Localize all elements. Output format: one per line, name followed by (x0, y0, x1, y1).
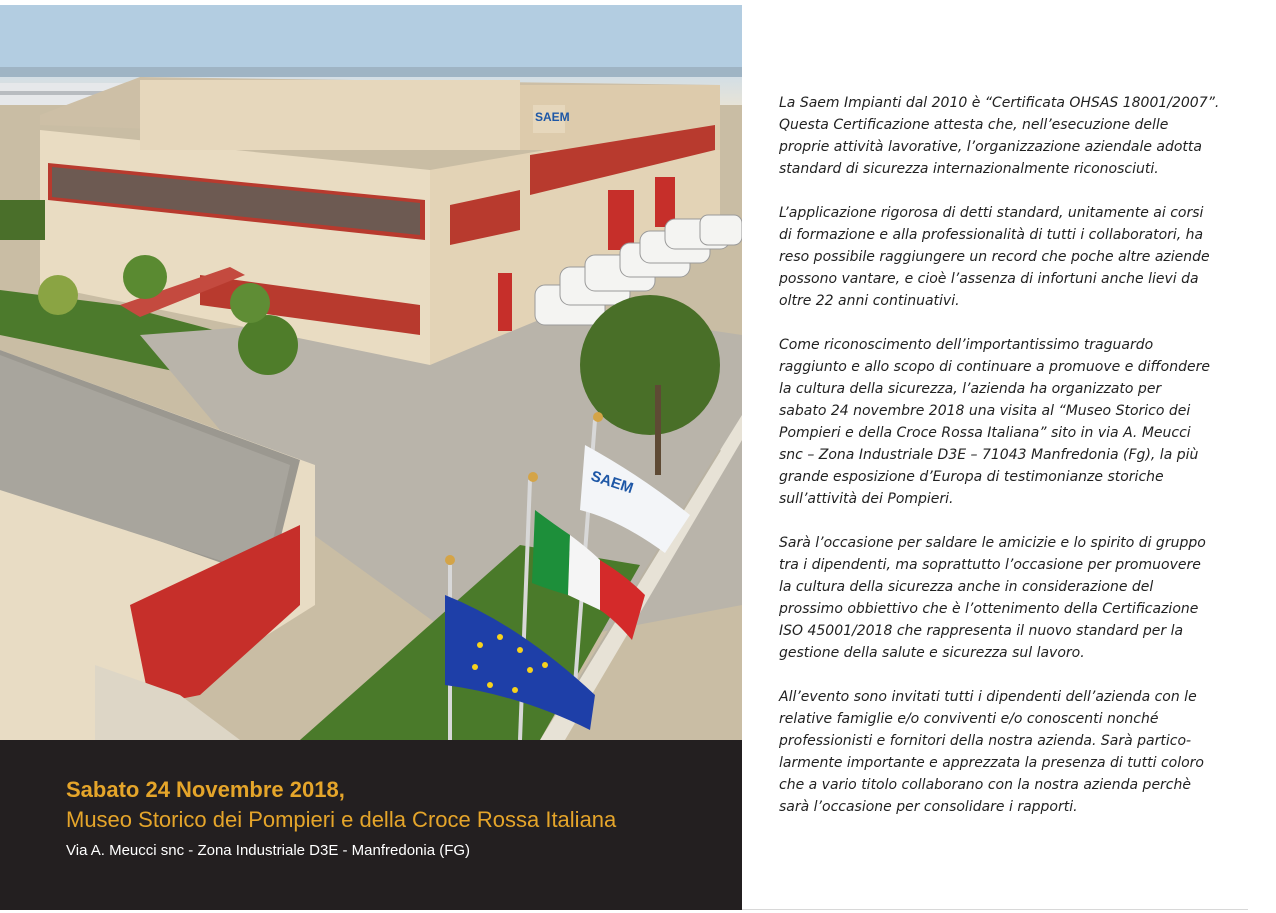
flag-logo: SAEM (588, 467, 636, 498)
bottom-divider (742, 909, 1248, 910)
paragraph-invitation: All’evento sono invitati tutti i dipendenti dell’azienda con le relative famiglie e/o conviventi e/o conoscenti nonché professionisti e fornitori della nostra azienda. Sarà partico- larmente importante e apprezzata la presenza di tutti coloro che a vario titolo collaborano con la nostra azienda perchè sarà l’occasione per consolidare i rapporti. (779, 689, 1204, 815)
paragraph-record: L’applicazione rigorosa di detti standard, unitamente ai corsi di formazione e alla professionalità di tutti i collaboratori, ha reso possibile raggiungere un record che poche altre aziende possono vantare, e cioè l’assenza di infortuni anche lievi da oltre 22 anni continuativi. (779, 205, 1210, 309)
paragraph-certification: La Saem Impianti dal 2010 è “Certificata OHSAS 18001/2007”. Questa Certificazione attesta che, nell’esecuzione delle proprie attività lavorative, l’organizzazione aziendale adotta standard di sicurezza internazionalmente riconosciuti. (779, 95, 1220, 177)
paragraph-occasion: Sarà l’occasione per saldare le amicizie e lo spirito di gruppo tra i dipendenti, ma soprattutto l’occasione per promuovere la cultura della sicurezza anche in considerazione del prossimo obbiettivo che è l’ottenimento della Certificazione ISO 45001/2018 che rappresenta il nuovo standard per la gestione della salute e sicurezza sul lavoro. (779, 535, 1206, 661)
event-caption (0, 740, 742, 910)
building-photo (0, 5, 742, 740)
body-text (779, 92, 1229, 840)
building-illustration (0, 5, 742, 740)
event-address: Via A. Meucci snc - Zona Industriale D3E - Manfredonia (FG) (66, 842, 471, 859)
paragraph-museum-visit: Come riconoscimento dell’importantissimo traguardo raggiunto e allo scopo di continuare a promuove e diffondere la cultura della sicurezza, l’azienda ha organizzato per sabato 24 novembre 2018 una visita al “Museo Storico dei Pompieri e della Croce Rossa Italiana” sito in via A. Meucci snc – Zona Industriale D3E – 71043 Manfredonia (Fg), la più grande esposizione d’Europa di testimonianze storiche sull’attività dei Pompieri. (779, 337, 1210, 507)
event-date: Sabato 24 Novembre 2018, (66, 777, 345, 802)
event-venue: Museo Storico dei Pompieri e della Croce Rossa Italiana (66, 807, 617, 832)
building-logo: SAEM (535, 110, 570, 124)
